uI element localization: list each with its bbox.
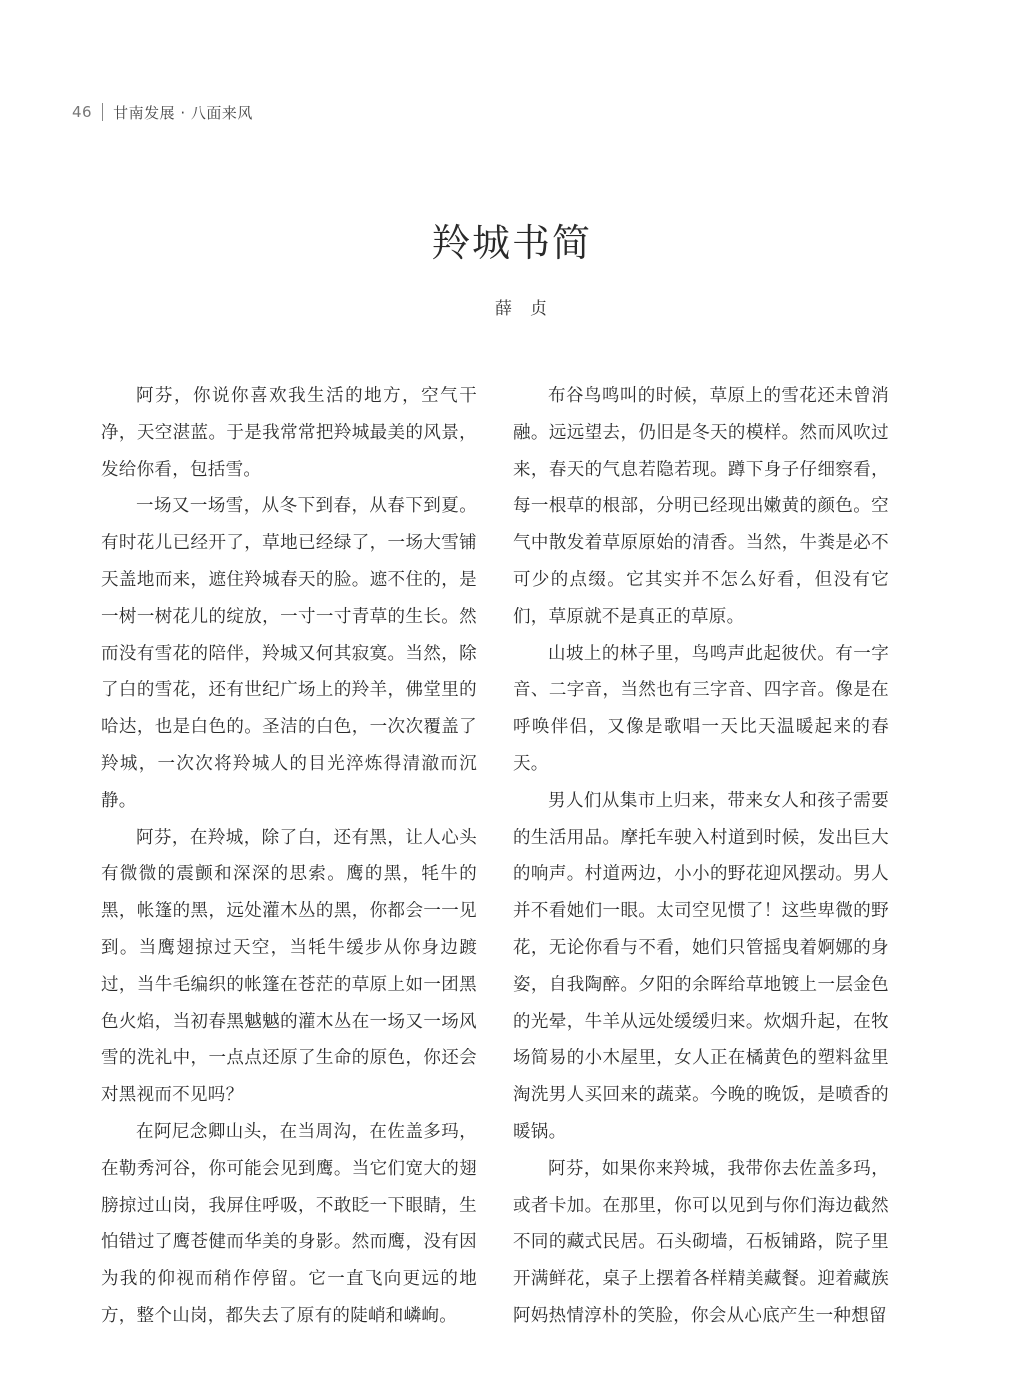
running-header <box>72 100 253 124</box>
paragraph: 阿芬，如果你来羚城，我带你去佐盖多玛，或者卡加。在那里，你可以见到与你们海边截然不同的藏式民居。石头砌墙，石板铺路，院子里开满鲜花，桌子上摆着各样精美藏餐。迎着藏族阿妈热情淳朴的笑脸，你会从心底产生一种想留 <box>513 1158 889 1326</box>
header-divider <box>102 103 103 121</box>
paragraph: 阿芬，在羚城，除了白，还有黑，让人心头有微微的震颤和深深的思索。鹰的黑，牦牛的黑，帐篷的黑，远处灌木丛的黑，你都会一一见到。当鹰翅掠过天空，当牦牛缓步从你身边踱过，当牛毛编织的帐篷在苍茫的草原上如一团黑色火焰，当初春黑魆魆的灌木丛在一场又一场风雪的洗礼中，一点点还原了生命的原色，你还会对黑视而不见吗？ <box>101 827 477 1106</box>
article-title: 羚城书简 <box>431 221 592 265</box>
paragraph: 布谷鸟鸣叫的时候，草原上的雪花还未曾消融。远远望去，仍旧是冬天的模样。然而风吹过来，春天的气息若隐若现。蹲下身子仔细察看，每一根草的根部，分明已经现出嫩黄的颜色。空气中散发着草原原始的清香。当然，牛粪是必不可少的点缀。它其实并不怎么好看，但没有它们，草原就不是真正的草原。 <box>513 386 889 627</box>
paragraph: 一场又一场雪，从冬下到春，从春下到夏。有时花儿已经开了，草地已经绿了，一场大雪铺天盖地而来，遮住羚城春天的脸。遮不住的，是一树一树花儿的绽放，一寸一寸青草的生长。然而没有雪花的陪伴，羚城又何其寂寞。当然，除了白的雪花，还有世纪广场上的羚羊，佛堂里的哈达，也是白色的。圣洁的白色，一次次覆盖了羚城，一次次将羚城人的目光淬炼得清澈而沉静。 <box>101 496 477 811</box>
paragraph: 在阿尼念卿山头，在当周沟，在佐盖多玛，在勒秀河谷，你可能会见到鹰。当它们宽大的翅膀掠过山岗，我屏住呼吸，不敢眨一下眼睛，生怕错过了鹰苍健而华美的身影。然而鹰，没有因为我的仰视而稍作停留。它一直飞向更远的地方，整个山岗，都失去了原有的陡峭和嶙峋。 <box>101 1121 477 1326</box>
right-text-column <box>513 378 889 1335</box>
left-text-column <box>101 378 477 1335</box>
paragraph: 山坡上的林子里，鸟鸣声此起彼伏。有一字音、二字音，当然也有三字音、四字音。像是在呼唤伴侣，又像是歌唱一天比天温暖起来的春天。 <box>513 643 889 774</box>
article-author: 薛贞 <box>495 299 565 319</box>
section-title: 甘南发展 · 八面来风 <box>113 103 253 122</box>
paragraph: 男人们从集市上归来，带来女人和孩子需要的生活用品。摩托车驶入村道到时候，发出巨大的响声。村道两边，小小的野花迎风摆动。男人并不看她们一眼。太司空见惯了！这些卑微的野花，无论你看与不看，她们只管摇曳着婀娜的身姿，自我陶醉。夕阳的余晖给草地镀上一层金色的光晕，牛羊从远处缓缓归来。炊烟升起，在牧场简易的小木屋里，女人正在橘黄色的塑料盆里淘洗男人买回来的蔬菜。今晚的晚饭，是喷香的暖锅。 <box>513 790 889 1142</box>
paragraph: 阿芬，你说你喜欢我生活的地方，空气干净，天空湛蓝。于是我常常把羚城最美的风景，发给你看，包括雪。 <box>101 386 477 480</box>
page-number: 46 <box>72 103 93 121</box>
